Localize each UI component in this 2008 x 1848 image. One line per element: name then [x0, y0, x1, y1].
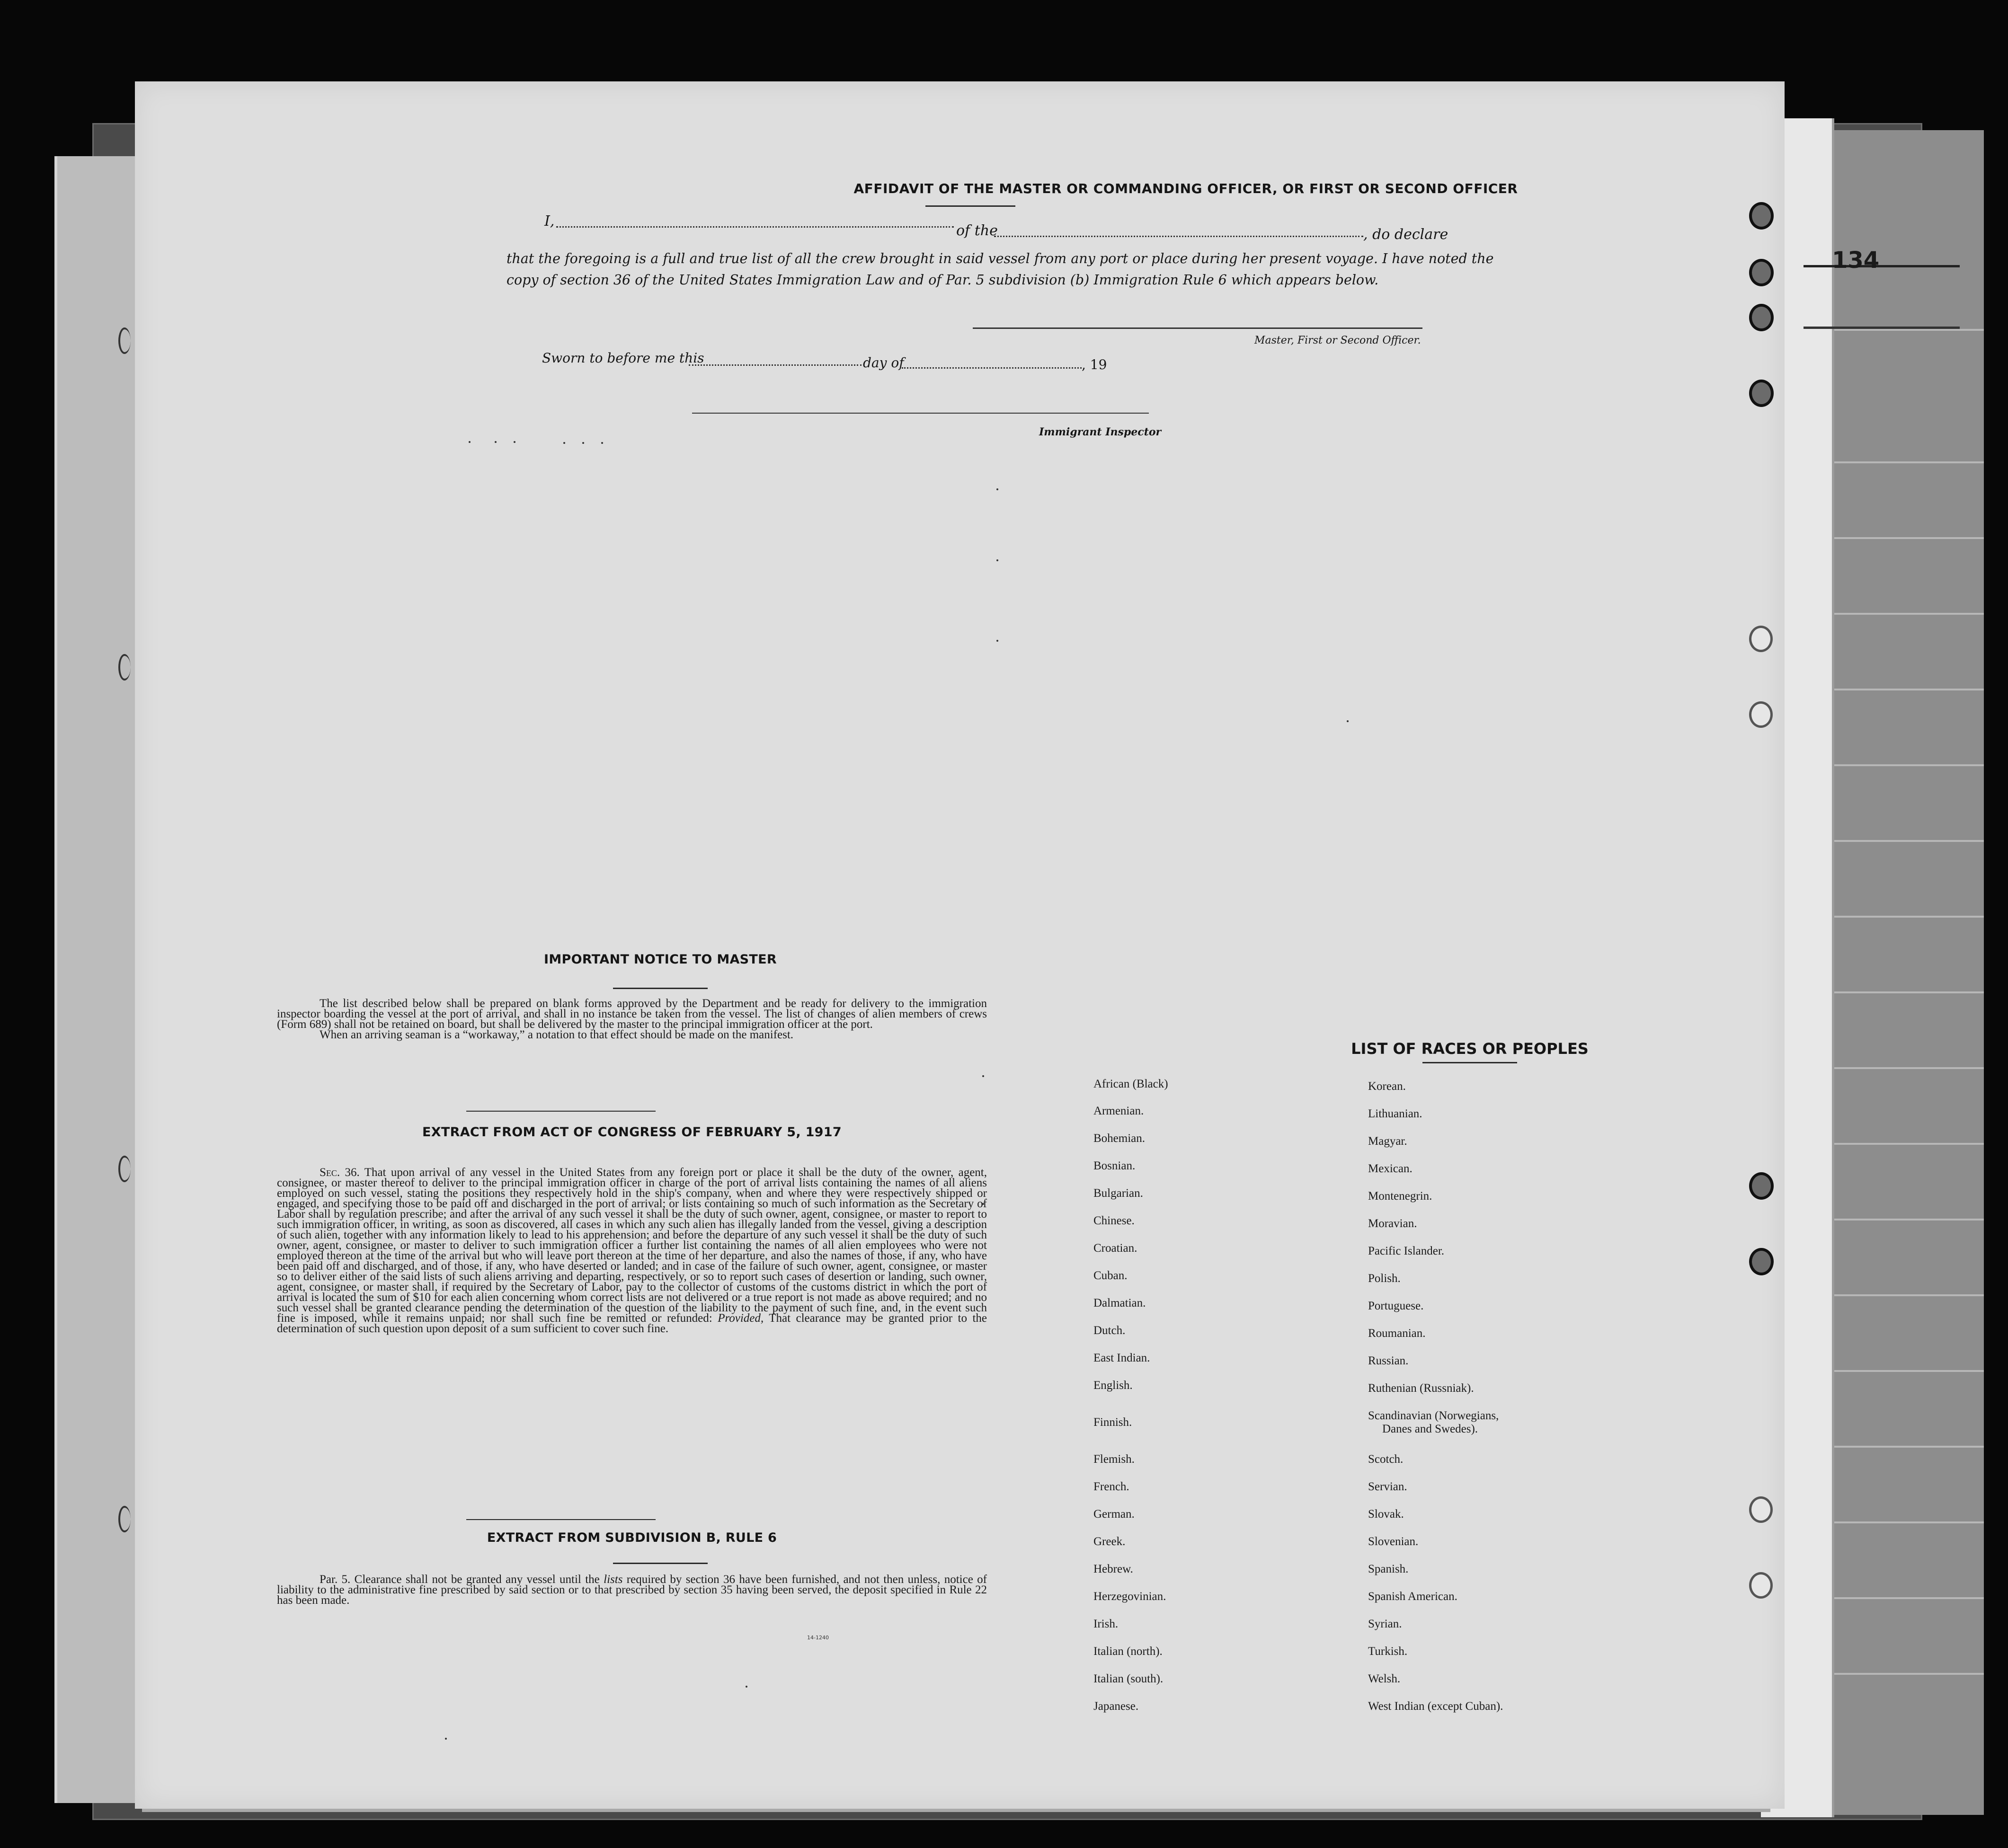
rule-divider — [613, 1563, 708, 1564]
sworn-year: , 19 — [1082, 357, 1107, 372]
sworn-prefix: Sworn to before me this — [542, 350, 704, 366]
sworn-day-blank[interactable] — [689, 364, 862, 366]
race-item: Polish. — [1368, 1272, 1401, 1285]
race-item: French. — [1093, 1480, 1129, 1493]
notice-paragraph-1: The list described below shall be prepared on blank forms approved by the Department and be ready for delivery to the immigration inspector boarding the vessel at the port of arrival, and shall in no instance be taken from the vessel. The list of changes of alien members of crews (Form 689) shall not be retained on board, but shall be delivered by the master to the principal immigration officer at the port. — [277, 997, 987, 1031]
punch-hole — [1749, 1172, 1774, 1200]
race-item: Italian (south). — [1093, 1672, 1164, 1685]
affidavit-line-3: copy of section 36 of the United States Immigration Law and of Par. 5 subdivision (b) Immigration Rule 6 which appears below. — [506, 272, 1379, 288]
sworn-day-of: day of — [863, 355, 904, 371]
affidavit-i: I, — [544, 213, 555, 230]
vessel-name-blank[interactable] — [994, 236, 1363, 237]
rule-extract-heading: EXTRACT FROM SUBDIVISION B, RULE 6 — [487, 1530, 777, 1545]
binding-mark — [118, 654, 131, 681]
race-item: Bulgarian. — [1093, 1187, 1143, 1200]
race-item: Armenian. — [1093, 1105, 1144, 1117]
punch-hole — [1749, 1496, 1773, 1523]
race-item: Finnish. — [1093, 1416, 1132, 1429]
race-item: Korean. — [1368, 1080, 1406, 1093]
rule-extract-body — [277, 1574, 987, 1606]
punch-hole — [1749, 1248, 1774, 1275]
right-underlying-ledger — [1825, 130, 1984, 1815]
race-item: Scotch. — [1368, 1453, 1404, 1466]
tab-rule — [1804, 265, 1960, 267]
races-divider — [1422, 1062, 1517, 1063]
race-item: Herzegovinian. — [1093, 1590, 1166, 1603]
act-end-divider — [466, 1519, 656, 1520]
race-item: Irish. — [1093, 1618, 1119, 1630]
binding-mark — [118, 327, 131, 354]
race-item: Spanish American. — [1368, 1590, 1457, 1603]
section-36-end: That clearance may be granted prior to the determination of such question upon deposit of a sum sufficient to cover such fine. — [277, 1312, 987, 1335]
race-item: German. — [1093, 1508, 1135, 1521]
race-item: East Indian. — [1093, 1352, 1150, 1364]
punch-hole — [1749, 626, 1773, 652]
rule-text-a: Par. 5. Clearance shall not be granted any vessel until the — [320, 1573, 600, 1586]
section-label: Sec. 36. — [320, 1166, 360, 1179]
race-item: Hebrew. — [1093, 1563, 1133, 1575]
affidavit-title: AFFIDAVIT OF THE MASTER OR COMMANDING OFFICER, OR FIRST OR SECOND OFFICER — [853, 181, 1518, 196]
race-item: Slovak. — [1368, 1508, 1404, 1521]
race-item: Greek. — [1093, 1535, 1126, 1548]
rule-text-b: required by section 36 have been furnished, and not then unless, notice of liability to the administrative fine prescribed by said section or to that prescribed by section 35 having been served, the deposit specified in Rule 22 has been made. — [277, 1573, 987, 1607]
notice-heading: IMPORTANT NOTICE TO MASTER — [544, 952, 777, 967]
page-tab-number: 134 — [1832, 247, 1880, 274]
manifest-back-page — [135, 81, 1785, 1809]
race-item: Slovenian. — [1368, 1535, 1419, 1548]
race-item: Mexican. — [1368, 1162, 1413, 1175]
race-item: Italian (north). — [1093, 1645, 1163, 1658]
inspector-signature-label: Immigrant Inspector — [1039, 426, 1162, 438]
notice-paragraph-2: When an arriving seaman is a “workaway,” a notation to that effect should be made on the manifest. — [320, 1028, 794, 1041]
left-sheet-edge — [54, 156, 142, 1803]
race-item: English. — [1093, 1379, 1133, 1392]
race-item: African (Black) — [1093, 1078, 1168, 1090]
act-extract-body — [277, 1167, 987, 1334]
race-item: Dalmatian. — [1093, 1297, 1146, 1309]
inspector-signature-line[interactable] — [692, 413, 1149, 414]
punch-hole — [1749, 380, 1774, 407]
officer-name-blank[interactable] — [556, 226, 954, 228]
race-item: Moravian. — [1368, 1217, 1417, 1230]
race-item: Japanese. — [1093, 1700, 1139, 1713]
affidavit-do-declare: , do declare — [1363, 226, 1448, 243]
race-item: Welsh. — [1368, 1672, 1401, 1685]
notice-end-divider — [466, 1111, 656, 1112]
race-item: Magyar. — [1368, 1135, 1407, 1148]
race-item: West Indian (except Cuban). — [1368, 1700, 1503, 1713]
race-item: Croatian. — [1093, 1242, 1137, 1255]
race-item: Ruthenian (Russniak). — [1368, 1382, 1474, 1395]
affidavit-line-2: that the foregoing is a full and true list of all the crew brought in said vessel from any port or place during her present voyage. I have noted the — [506, 251, 1494, 266]
race-item: Cuban. — [1093, 1269, 1128, 1282]
race-item: Turkish. — [1368, 1645, 1408, 1658]
race-item: Lithuanian. — [1368, 1107, 1422, 1120]
race-item: Spanish. — [1368, 1563, 1409, 1575]
title-divider — [925, 205, 1015, 207]
race-item: Servian. — [1368, 1480, 1407, 1493]
master-signature-label: Master, First or Second Officer. — [1254, 335, 1421, 346]
punch-hole — [1749, 202, 1774, 230]
form-number: 14-1240 — [807, 1635, 829, 1641]
sworn-month-blank[interactable] — [902, 367, 1082, 369]
tab-rule — [1804, 327, 1960, 329]
races-title: LIST OF RACES OR PEOPLES — [1351, 1040, 1589, 1058]
binding-mark — [118, 1156, 131, 1182]
punch-hole — [1749, 259, 1774, 286]
race-item: Roumanian. — [1368, 1327, 1426, 1340]
race-item: Syrian. — [1368, 1618, 1402, 1630]
punch-hole — [1749, 701, 1773, 728]
master-signature-line[interactable] — [973, 327, 1422, 329]
punch-hole — [1749, 304, 1774, 331]
race-item: Flemish. — [1093, 1453, 1135, 1466]
affidavit-of-the: of the — [956, 222, 998, 239]
race-item: Portuguese. — [1368, 1300, 1424, 1312]
race-item: Pacific Islander. — [1368, 1245, 1445, 1257]
lists-word: lists — [604, 1573, 623, 1586]
race-item: Montenegrin. — [1368, 1190, 1432, 1203]
notice-body — [277, 999, 987, 1040]
race-item: Bosnian. — [1093, 1159, 1136, 1172]
race-item: Russian. — [1368, 1354, 1409, 1367]
provided-label: Provided, — [718, 1312, 764, 1325]
act-extract-heading: EXTRACT FROM ACT OF CONGRESS OF FEBRUARY 5, 1917 — [422, 1125, 842, 1140]
race-item: Bohemian. — [1093, 1132, 1146, 1145]
race-item: Scandinavian (Norwegians, — [1368, 1409, 1499, 1422]
punch-hole — [1749, 1572, 1773, 1599]
notice-divider — [613, 988, 708, 989]
binding-mark — [118, 1506, 131, 1532]
race-item: Dutch. — [1093, 1324, 1126, 1337]
section-36-text: That upon arrival of any vessel in the United States from any foreign port or place it shall be the duty of the owner, agent, consignee, or master thereof to deliver to the principal immigration officer in charge of the port of arrival lists containing the names of all aliens employed on such vessel, stating the positions they respectively hold in the ship's company, when and where they were respectively shipped or engaged, and specifying those to be paid off and discharged in the port of arrival; or lists containing so much of such information as the Secretary of Labor shall by regulation prescribe; and after the arrival of any such vessel it shall be the duty of such owner, agent, consignee, or master to report to such immigration officer, in writing, as soon as discovered, all cases in which any such alien has illegally landed from the vessel, giving a description of such alien, together with any information likely to lead to his apprehension; and before the departure of any such vessel it shall be the duty of such owner, agent, consignee, or master to deliver to such immigration officer a further list containing the names of all alien employees who were not employed thereon at the time of the arrival but who will leave port thereon at the time of her departure, and also the names of those, if any, who have been paid off and discharged, and of those, if any, who have deserted or landed; and in case of the failure of such owner, agent, consignee, or master so to deliver either of the said lists of such aliens arriving and departing, respectively, or so to report such cases of desertion or landing, such owner, agent, consignee, or master shall, if required by the Secretary of Labor, pay to the collector of customs of the customs district in which the port of arrival is located the sum of $10 for each alien concerning whom correct lists are not delivered or a true report is not made as above required; and no such vessel shall be granted clearance pending the determination of the question of the liability to the payment of such fine, and, in the event such fine is imposed, while it remains unpaid; nor shall such fine be remitted or refunded: — [277, 1166, 987, 1325]
race-item: Danes and Swedes). — [1382, 1423, 1478, 1435]
race-item: Chinese. — [1093, 1214, 1135, 1227]
